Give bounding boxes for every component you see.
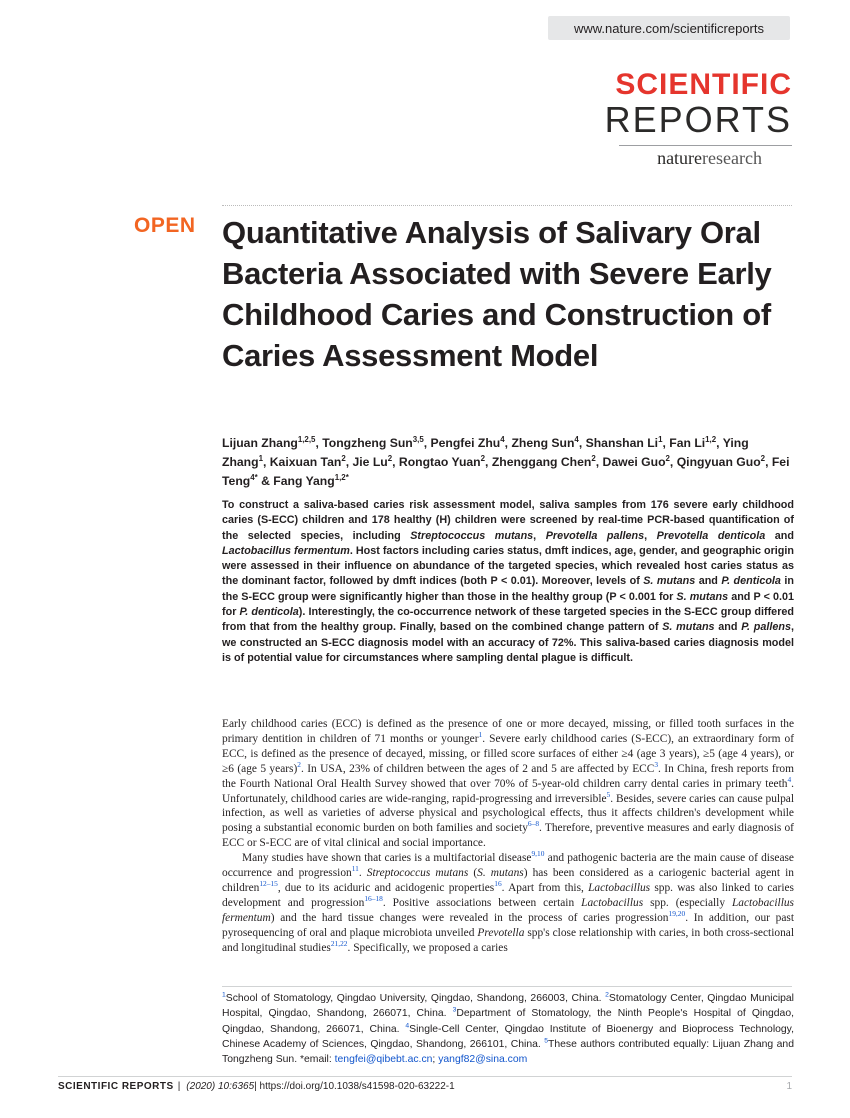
author-name: Qingyuan Guo xyxy=(676,455,761,469)
reference-superscript[interactable]: 2 xyxy=(297,759,301,769)
text-run: ( xyxy=(468,867,478,880)
italic-term: P. pallens xyxy=(741,621,791,634)
author-affiliation-marker: 2 xyxy=(341,453,346,463)
text-run: ) has been considered as a cariogenic bacterial agent in children xyxy=(222,867,794,894)
reference-superscript[interactable]: 4 xyxy=(405,1022,410,1030)
author-affiliation-marker: 1,2,5 xyxy=(297,434,316,444)
reference-superscript[interactable]: 2 xyxy=(605,991,609,999)
author-name: Fan Li xyxy=(669,436,706,450)
author-name: Pengfei Zhu xyxy=(430,436,501,450)
author-name: Lijuan Zhang xyxy=(222,436,298,450)
reference-superscript[interactable]: 6–8 xyxy=(527,819,540,829)
author-name: Dawei Guo xyxy=(602,455,666,469)
italic-term: S. mutans xyxy=(662,621,715,634)
author-affiliation-marker: 2 xyxy=(480,453,486,463)
text-run: spp. (especially xyxy=(643,896,732,909)
text-run: . In USA, 23% of children between the ages of 2 and 5 are affected by ECC xyxy=(300,762,655,775)
text-run: These authors contributed equally: Lijuan Zhang and Tongzheng Sun. *email: xyxy=(222,1038,794,1066)
text-run: spp's close relationship with caries, in both cross-sectional and longitudinal studies xyxy=(222,926,794,954)
open-access-badge: OPEN xyxy=(134,214,196,237)
author[interactable] xyxy=(586,436,663,450)
author-name: Shanshan Li xyxy=(585,436,659,450)
author-affiliation-marker: 2 xyxy=(665,453,670,463)
text-run: Single-Cell Center, Qingdao Institute of Bioenergy and Bioprocess Technology, Chinese Academy of Sciences, Qingdao, Shandong, 266101, China. xyxy=(222,1023,794,1050)
italic-term: S. mutans xyxy=(676,590,729,603)
author-affiliation-marker: 1 xyxy=(658,434,663,444)
logo-nature-word: nature xyxy=(657,148,703,168)
italic-term: P. denticola xyxy=(239,606,299,619)
italic-term: Prevotella pallens xyxy=(545,529,645,542)
author[interactable] xyxy=(270,455,346,469)
text-run: , xyxy=(533,529,546,542)
text-run: . Apart from this, xyxy=(501,881,589,894)
title-divider xyxy=(222,205,792,206)
reference-superscript[interactable]: 1 xyxy=(222,991,226,999)
author[interactable] xyxy=(353,455,393,469)
text-run: Department of Stomatology, the Ninth People's Hospital of Qingdao, Qingdao, Shandong, 266071, China. xyxy=(222,1008,794,1035)
text-run: and pathogenic bacteria are the main cause of disease occurrence and progression xyxy=(222,852,794,880)
author-list: Lijuan Zhang$^{1,2,5}$, Tongzheng Sun$^{3,5}$, Pengfei Zhu$^4$, Zheng Sun$^4$, Shanshan Li$^1$, Fan Li$^{1,2}$, Ying Zhang$^1$, Kaixuan Tan$^2$, Jie Lu$^2$, Rongtao Yuan$^2$, Zhenggang Chen$^2$, Dawei Guo$^2$, Qingyuan Guo$^2$, Fei Teng$^{4*}$ & Fang Yang$^{1,2*}$ xyxy=(222,434,790,488)
italic-term: P. denticola xyxy=(721,575,781,588)
reference-superscript[interactable]: 12–15 xyxy=(259,879,278,889)
text-run: , xyxy=(644,529,657,542)
author-affiliation-marker: 2 xyxy=(387,453,393,463)
intro-paragraph-1 xyxy=(222,717,794,851)
author-affiliation-marker: 1,2* xyxy=(334,472,349,482)
text-run: Stomatology Center, Qingdao Municipal Hospital, Qingdao, Shandong, 266071, China. xyxy=(222,993,794,1020)
author-name: Zheng Sun xyxy=(511,436,575,450)
author-name: Kaixuan Tan xyxy=(269,455,342,469)
text-run: Early childhood caries (ECC) is defined as the presence of one or more decayed, missing, or filled tooth surfaces in the primary dentition in children of 71 months or younger xyxy=(222,718,794,745)
text-run: . Besides, severe caries can cause pulpal infection, as well as varieties of adverse physical and psychological effects, thus it affects children's development while posing a substantial economic burden on both families and society xyxy=(222,792,794,835)
author[interactable] xyxy=(603,455,670,469)
reference-superscript[interactable]: 16 xyxy=(494,879,502,889)
author-name: Zhenggang Chen xyxy=(491,455,592,469)
text-run: . xyxy=(358,867,367,880)
text-run: To construct a saliva-based caries risk assessment model, saliva samples from 176 severe early childhood caries (S-ECC) children and 178 healthy (H) children were screened by real-time PCR-based quantification of the selected species, including xyxy=(222,499,794,542)
text-run: ) and the hard tissue changes were revealed in the process of caries progression xyxy=(270,911,669,924)
author-affiliation-marker: 1,2 xyxy=(705,434,717,444)
text-run: and P < 0.01 for xyxy=(222,590,794,619)
author[interactable] xyxy=(669,436,716,450)
author-name: Jie Lu xyxy=(352,455,388,469)
author[interactable] xyxy=(677,455,765,469)
footer-divider xyxy=(58,1076,792,1077)
author-affiliation-marker: 4* xyxy=(250,472,258,482)
page-footer xyxy=(58,1081,792,1092)
text-run: . Positive associations between certain xyxy=(382,896,582,909)
author-name: Ying Zhang xyxy=(222,436,749,469)
text-run: . In addition, our past pyrosequencing of oral and plaque microbiota unveiled xyxy=(222,911,794,939)
reference-superscript[interactable]: 3 xyxy=(452,1006,457,1014)
author-name: Fei Teng xyxy=(222,455,790,488)
logo-divider xyxy=(619,145,792,146)
text-run: School of Stomatology, Qingdao University, Qingdao, Shandong, 266003, China. xyxy=(225,993,606,1004)
italic-term: S. mutans xyxy=(477,867,524,880)
text-run: and xyxy=(765,529,794,542)
italic-term: Lactobacillus fermentum xyxy=(222,896,794,924)
text-run: ; xyxy=(432,1054,439,1066)
author[interactable] xyxy=(511,436,578,450)
text-run: . In China, fresh reports from the Fourth National Oral Health Survey showed that over 70% of 5-year-old children carry dental caries in primary teeth xyxy=(222,762,794,790)
author-name: Rongtao Yuan xyxy=(398,455,481,469)
reference-superscript[interactable]: 5 xyxy=(606,789,611,799)
text-run: . Therefore, preventive measures and early diagnosis of ECC or S-ECC are of vital clinical and social importance. xyxy=(222,822,794,850)
article-title: Quantitative Analysis of Salivary Oral Bacteria Associated with Severe Early Childhood Caries and Construction of Caries Assessment Model xyxy=(222,215,772,373)
footer-journal: SCIENTIFIC REPORTS xyxy=(58,1081,174,1092)
italic-term: Lactobacillus xyxy=(581,896,644,909)
text-run: and xyxy=(714,621,742,634)
footer-doi[interactable]: | https://doi.org/10.1038/s41598-020-63222-1 xyxy=(254,1081,455,1092)
abstract xyxy=(222,498,794,666)
author-affiliation-marker: 3,5 xyxy=(412,434,424,444)
reference-superscript[interactable]: 21,22 xyxy=(330,938,348,948)
reference-superscript[interactable]: 3 xyxy=(654,759,659,769)
text-run: Many studies have shown that caries is a multifactorial disease xyxy=(242,852,532,865)
reference-superscript[interactable]: 16–18 xyxy=(364,894,383,904)
author[interactable] xyxy=(492,455,596,469)
author[interactable] xyxy=(431,436,505,450)
intro-paragraph-2 xyxy=(222,851,794,955)
reference-superscript[interactable]: 11 xyxy=(351,864,359,874)
author-affiliation-marker: 1 xyxy=(258,453,263,463)
author-name: Tongzheng Sun xyxy=(322,436,413,450)
reference-superscript[interactable]: 19,20 xyxy=(668,908,686,918)
introduction xyxy=(222,717,794,956)
text-run: . Unfortunately, childhood caries are wide-ranging, rapid-progressing and irreversible xyxy=(222,777,794,805)
logo-research-word: research xyxy=(702,148,762,168)
text-run: . Host factors including caries status, dmft indices, age, gender, and geographic origin were assessed in their influence on abundance of the targeted species, which revealed host caries status as the dominant factor, followed by dmft indices (both P < 0.01). Moreover, levels of xyxy=(222,544,794,588)
footer-separator: | xyxy=(177,1081,181,1092)
author-name: Fang Yang xyxy=(273,474,335,488)
logo-scientific: SCIENTIFIC xyxy=(615,68,792,101)
text-run: spp. was also linked to caries development and progression xyxy=(222,881,794,909)
italic-term: Lactobacillus fermentum xyxy=(222,544,350,557)
text-run: . Severe early childhood caries (S-ECC), an extraordinary form of ECC, is defined as the presence of decayed, missing, or filled score surfaces of either ≥4 (age 3 years), ≥5 (age 4 years), or ≥6 (age 5 years) xyxy=(222,732,794,775)
text-run: and xyxy=(695,575,722,588)
text-run: , we constructed an S-ECC diagnosis model with an accuracy of 72%. This saliva-based caries diagnosis model is of potential value for circumstances where sampling dental plague is difficult. xyxy=(222,621,794,664)
text-run: . Specifically, we proposed a caries xyxy=(347,941,508,954)
author-affiliation-marker: 2 xyxy=(760,453,766,463)
author-affiliation-marker: 4 xyxy=(574,434,579,444)
text-run: , due to its aciduric and acidogenic properties xyxy=(277,881,495,894)
reference-superscript[interactable]: 4 xyxy=(787,774,792,784)
affiliations xyxy=(222,991,794,1067)
logo-reports: REPORTS xyxy=(604,99,792,140)
italic-term: Lactobacillus xyxy=(588,881,651,894)
journal-url-bar[interactable]: www.nature.com/scientificreports xyxy=(548,16,790,40)
email-link[interactable]: yangf82@sina.com xyxy=(438,1054,528,1066)
author[interactable] xyxy=(399,455,485,469)
logo-nature-research xyxy=(657,148,762,169)
email-link[interactable]: tengfei@qibebt.ac.cn xyxy=(334,1054,433,1066)
author[interactable] xyxy=(322,436,424,450)
text-run: in the S-ECC group were significantly higher than those in the healthy group (P < 0.001 for xyxy=(222,575,794,603)
reference-superscript[interactable]: 5 xyxy=(544,1037,548,1045)
italic-term: Prevotella denticola xyxy=(656,529,766,542)
page-number: 1 xyxy=(786,1081,792,1092)
footer-citation: (2020) 10:6365 xyxy=(186,1081,255,1092)
text-run: ). Interestingly, the co-occurrence network of these targeted species in the S-ECC group differed from that from the healthy group. Finally, based on the combined change pattern of xyxy=(222,606,794,634)
reference-superscript[interactable]: 1 xyxy=(478,730,483,740)
italic-term: Streptococcus mutans xyxy=(410,529,534,542)
italic-term: S. mutans xyxy=(643,575,696,588)
affiliations-divider xyxy=(222,986,792,987)
author-affiliation-marker: 4 xyxy=(500,434,505,444)
author-affiliation-marker: 2 xyxy=(591,453,596,463)
italic-term: Prevotella xyxy=(477,926,525,939)
italic-term: Streptococcus mutans xyxy=(366,867,469,880)
author[interactable] xyxy=(273,474,349,488)
author[interactable] xyxy=(222,436,315,450)
reference-superscript[interactable]: 9,10 xyxy=(531,849,545,859)
